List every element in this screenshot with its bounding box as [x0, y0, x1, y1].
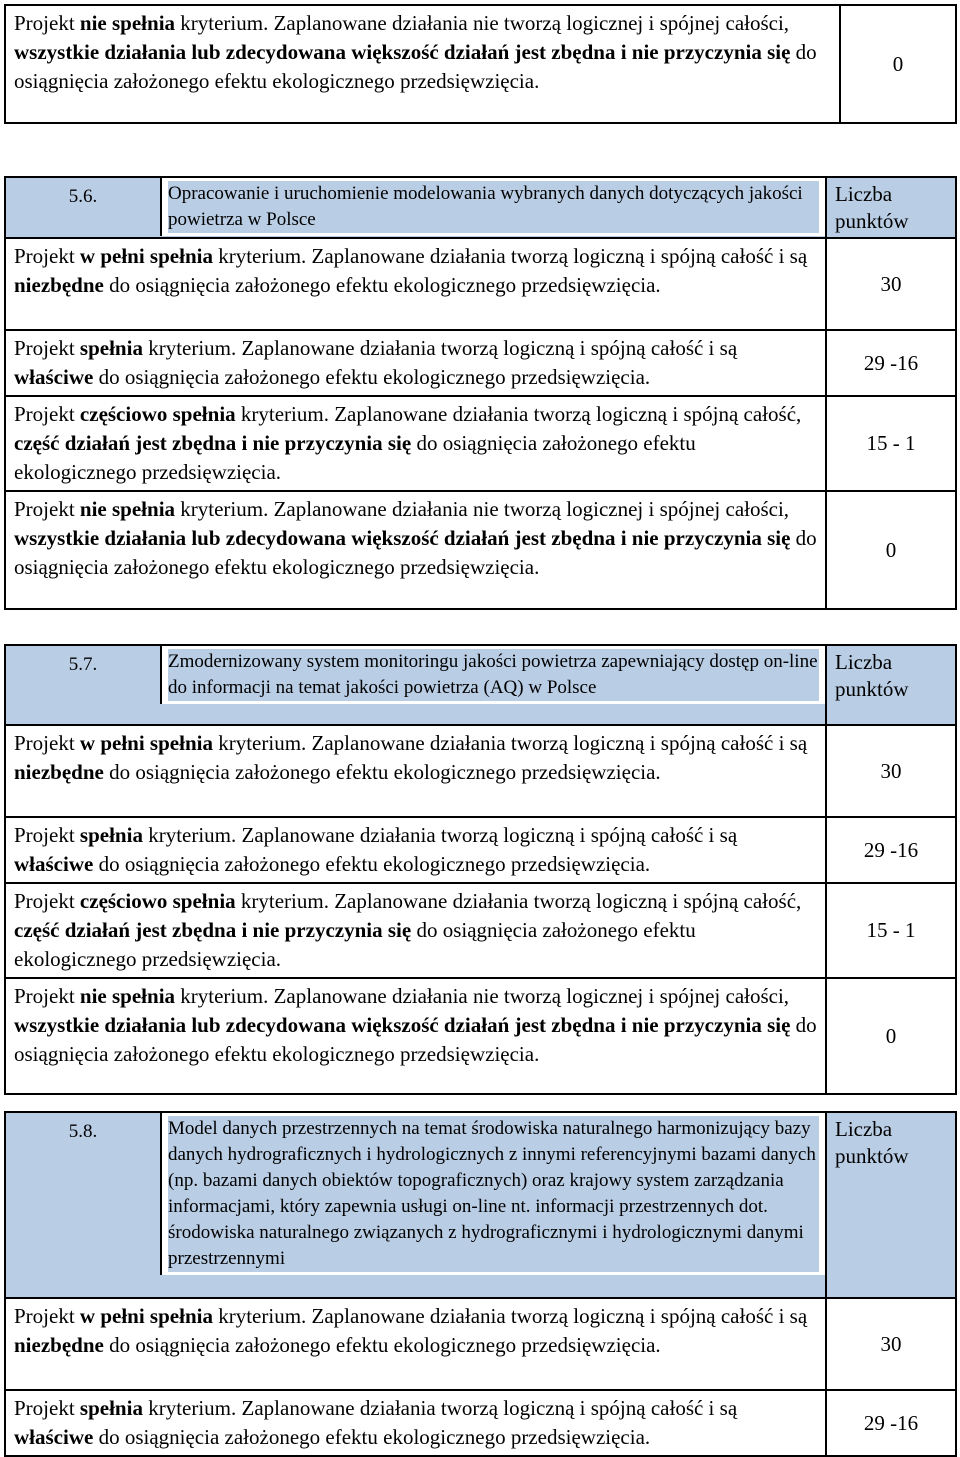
section-header: [5, 1112, 956, 1298]
section-number: 5.8.: [68, 1121, 98, 1142]
criterion-text: Projekt częściowo spełnia kryterium. Zaplanowane działania tworzą logiczną i spójną całość, część działań jest zbędna i nie przyczynia się do osiągnięcia założonego efektu ekologicznego przedsięwzięcia.: [5, 396, 826, 491]
criterion-row-full: [5, 1298, 956, 1390]
criterion-text: Projekt nie spełnia kryterium. Zaplanowane działania nie tworzą logicznej i spójnej całości, wszystkie działania lub zdecydowana większość działań jest zbędna i nie przyczynia się do osiągnięcia założonego efektu ekologicznego przedsięwzięcia.: [5, 491, 826, 609]
section-header: [5, 177, 956, 238]
score-value: 0: [826, 978, 956, 1094]
criterion-row-none: [5, 978, 956, 1094]
table-section-5-6: [4, 176, 957, 610]
score-value: 30: [826, 1298, 956, 1390]
table-section-5-7: [4, 644, 957, 1095]
criterion-row-none: [5, 491, 956, 609]
section-title: Zmodernizowany system monitoringu jakości powietrza zapewniający dostęp on-line do informacji na temat jakości powietrza (AQ) w Polsce: [168, 649, 819, 701]
criterion-text: Projekt spełnia kryterium. Zaplanowane działania tworzą logiczną i spójną całość i są właściwe do osiągnięcia założonego efektu ekologicznego przedsięwzięcia.: [5, 817, 826, 883]
criterion-text: Projekt nie spełnia kryterium. Zaplanowane działania nie tworzą logicznej i spójnej całości, wszystkie działania lub zdecydowana większość działań jest zbędna i nie przyczynia się do osiągnięcia założonego efektu ekologicznego przedsięwzięcia.: [5, 5, 840, 123]
section-header: [5, 645, 956, 725]
criterion-row-meets: [5, 1390, 956, 1456]
score-value: 15 - 1: [826, 883, 956, 978]
criterion-text: Projekt częściowo spełnia kryterium. Zaplanowane działania tworzą logiczną i spójną całość, część działań jest zbędna i nie przyczynia się do osiągnięcia założonego efektu ekologicznego przedsięwzięcia.: [5, 883, 826, 978]
criterion-text: Projekt w pełni spełnia kryterium. Zaplanowane działania tworzą logiczną i spójną całość i są niezbędne do osiągnięcia założonego efektu ekologicznego przedsięwzięcia.: [5, 1298, 826, 1390]
score-value: 29 -16: [826, 330, 956, 396]
score-value: 30: [826, 725, 956, 817]
criterion-row-none: [5, 5, 956, 123]
section-title: Opracowanie i uruchomienie modelowania wybranych danych dotyczących jakości powietrza w Polsce: [168, 181, 819, 233]
score-header: Liczba punktów: [826, 1112, 956, 1298]
criterion-row-meets: [5, 330, 956, 396]
criterion-text: Projekt w pełni spełnia kryterium. Zaplanowane działania tworzą logiczną i spójną całość i są niezbędne do osiągnięcia założonego efektu ekologicznego przedsięwzięcia.: [5, 725, 826, 817]
score-value: 15 - 1: [826, 396, 956, 491]
table-fragment-top: [4, 4, 957, 124]
table-section-5-8: [4, 1111, 957, 1457]
score-value: 0: [826, 491, 956, 609]
score-header: Liczba punktów: [826, 177, 956, 238]
score-value: 0: [840, 5, 956, 123]
criterion-text: Projekt nie spełnia kryterium. Zaplanowane działania nie tworzą logicznej i spójnej całości, wszystkie działania lub zdecydowana większość działań jest zbędna i nie przyczynia się do osiągnięcia założonego efektu ekologicznego przedsięwzięcia.: [5, 978, 826, 1094]
criterion-row-partial: [5, 396, 956, 491]
criterion-row-partial: [5, 883, 956, 978]
score-header: Liczba punktów: [826, 645, 956, 725]
section-number: 5.6.: [68, 186, 98, 207]
section-number: 5.7.: [68, 654, 98, 675]
criterion-text: Projekt spełnia kryterium. Zaplanowane działania tworzą logiczną i spójną całość i są właściwe do osiągnięcia założonego efektu ekologicznego przedsięwzięcia.: [5, 1390, 826, 1456]
criterion-row-full: [5, 725, 956, 817]
score-value: 29 -16: [826, 817, 956, 883]
criterion-text: Projekt spełnia kryterium. Zaplanowane działania tworzą logiczną i spójną całość i są właściwe do osiągnięcia założonego efektu ekologicznego przedsięwzięcia.: [5, 330, 826, 396]
score-value: 29 -16: [826, 1390, 956, 1456]
criterion-row-meets: [5, 817, 956, 883]
section-title: Model danych przestrzennych na temat środowiska naturalnego harmonizujący bazy danych hydrograficznych i hydrologicznych z innymi referencyjnymi bazami danych (np. bazami danych obiektów topograficznych) oraz krajowy system zarządzania informacjami, który zapewnia usługi on-line nt. informacji przestrzennych dot. środowiska naturalnego związanych z hydrograficznymi i hydrologicznymi danymi przestrzennymi: [168, 1116, 819, 1272]
criterion-row-full: [5, 238, 956, 330]
score-value: 30: [826, 238, 956, 330]
criterion-text: Projekt w pełni spełnia kryterium. Zaplanowane działania tworzą logiczną i spójną całość i są niezbędne do osiągnięcia założonego efektu ekologicznego przedsięwzięcia.: [5, 238, 826, 330]
